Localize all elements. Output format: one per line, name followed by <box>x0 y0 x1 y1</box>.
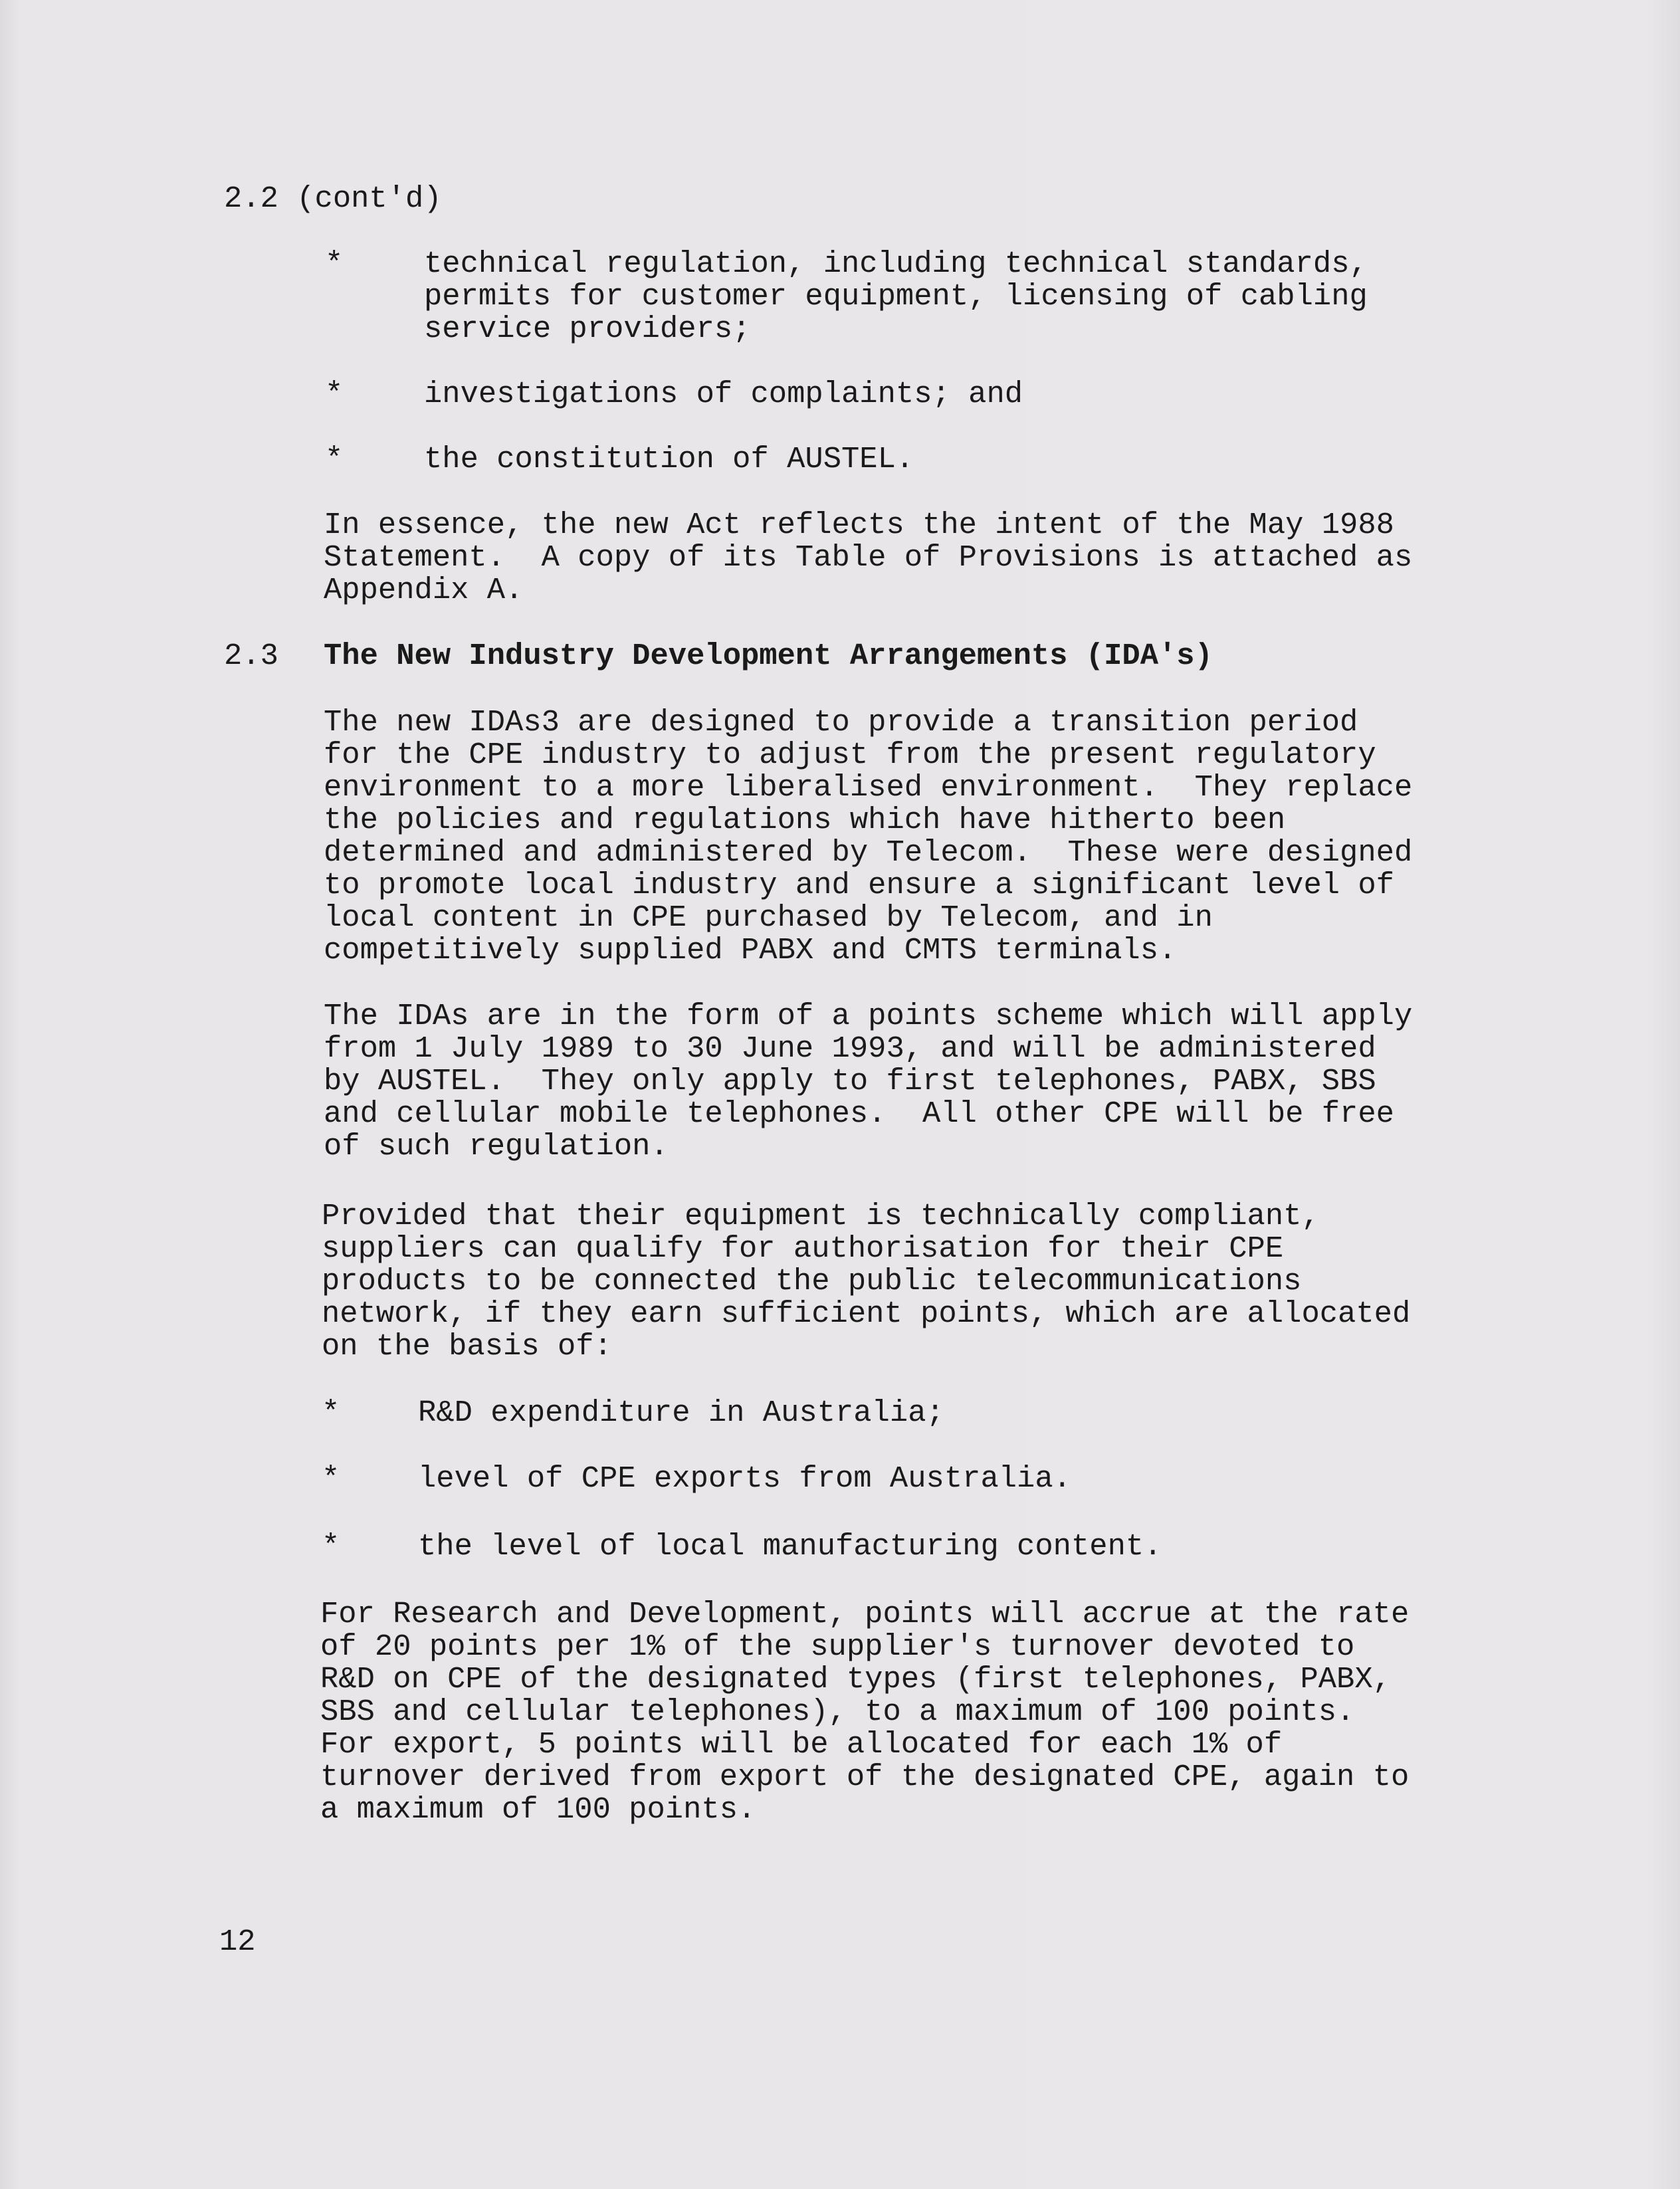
paragraph-line: environment to a more liberalised environment. They replace <box>324 770 1413 805</box>
paragraph-line: Appendix A. <box>324 573 524 607</box>
paragraph-line: In essence, the new Act reflects the intent of the May 1988 <box>324 508 1394 542</box>
bullet-line: level of CPE exports from Australia. <box>418 1461 1071 1496</box>
page-number: 12 <box>219 1925 256 1959</box>
paragraph-line: determined and administered by Telecom. These were designed <box>324 835 1413 870</box>
bullet-line: technical regulation, including technical standards, <box>424 247 1368 281</box>
bullet-line: permits for customer equipment, licensing of cabling <box>424 279 1368 314</box>
paragraph-line: of 20 points per 1% of the supplier's turnover devoted to <box>320 1629 1355 1664</box>
paragraph-line: The IDAs are in the form of a points scheme which will apply <box>324 999 1413 1033</box>
section-continued-heading: 2.2 (cont'd) <box>224 181 442 216</box>
paragraph-line: For Research and Development, points will accrue at the rate <box>320 1597 1410 1631</box>
paragraph-line: for the CPE industry to adjust from the present regulatory <box>324 738 1376 772</box>
paragraph-line: and cellular mobile telephones. All other CPE will be free <box>324 1096 1394 1131</box>
paragraph-line: a maximum of 100 points. <box>320 1792 756 1827</box>
paragraph-line: by AUSTEL. They only apply to first telephones, PABX, SBS <box>324 1064 1376 1098</box>
bullet-marker: * <box>325 247 344 281</box>
bullet-line: service providers; <box>424 312 751 346</box>
paragraph-line: turnover derived from export of the designated CPE, again to <box>320 1760 1410 1794</box>
bullet-line: the level of local manufacturing content. <box>418 1529 1162 1564</box>
paragraph-line: the policies and regulations which have hitherto been <box>324 803 1286 837</box>
bullet-marker: * <box>325 377 344 411</box>
bullet-line: investigations of complaints; and <box>424 377 1023 411</box>
bullet-marker: * <box>322 1529 340 1564</box>
paragraph-line: R&D on CPE of the designated types (first telephones, PABX, <box>320 1662 1391 1697</box>
paragraph-line: Statement. A copy of its Table of Provisions is attached as <box>324 540 1413 575</box>
paragraph-line: competitively supplied PABX and CMTS terminals. <box>324 933 1177 968</box>
paragraph-line: to promote local industry and ensure a significant level of <box>324 868 1394 902</box>
paragraph-line: suppliers can qualify for authorisation for their CPE <box>322 1231 1284 1266</box>
section-title: The New Industry Development Arrangements (IDA's) <box>324 639 1213 673</box>
paragraph-line: from 1 July 1989 to 30 June 1993, and will be administered <box>324 1031 1376 1066</box>
paragraph-line: The new IDAs3 are designed to provide a transition period <box>324 705 1358 740</box>
bullet-line: the constitution of AUSTEL. <box>424 442 914 476</box>
paragraph-line: SBS and cellular telephones), to a maximum of 100 points. <box>320 1695 1355 1729</box>
section-number: 2.3 <box>224 639 278 673</box>
paragraph-line: local content in CPE purchased by Telecom, and in <box>324 900 1213 935</box>
bullet-marker: * <box>322 1461 340 1496</box>
paragraph-line: Provided that their equipment is technically compliant, <box>322 1199 1320 1233</box>
paragraph-line: For export, 5 points will be allocated for each 1% of <box>320 1727 1283 1762</box>
paragraph-line: products to be connected the public telecommunications <box>322 1264 1302 1299</box>
paragraph-line: network, if they earn sufficient points, which are allocated <box>322 1297 1411 1331</box>
bullet-line: R&D expenditure in Australia; <box>418 1396 944 1430</box>
paragraph-line: of such regulation. <box>324 1129 669 1164</box>
bullet-marker: * <box>325 442 344 476</box>
bullet-marker: * <box>322 1396 340 1430</box>
paragraph-line: on the basis of: <box>322 1329 612 1364</box>
